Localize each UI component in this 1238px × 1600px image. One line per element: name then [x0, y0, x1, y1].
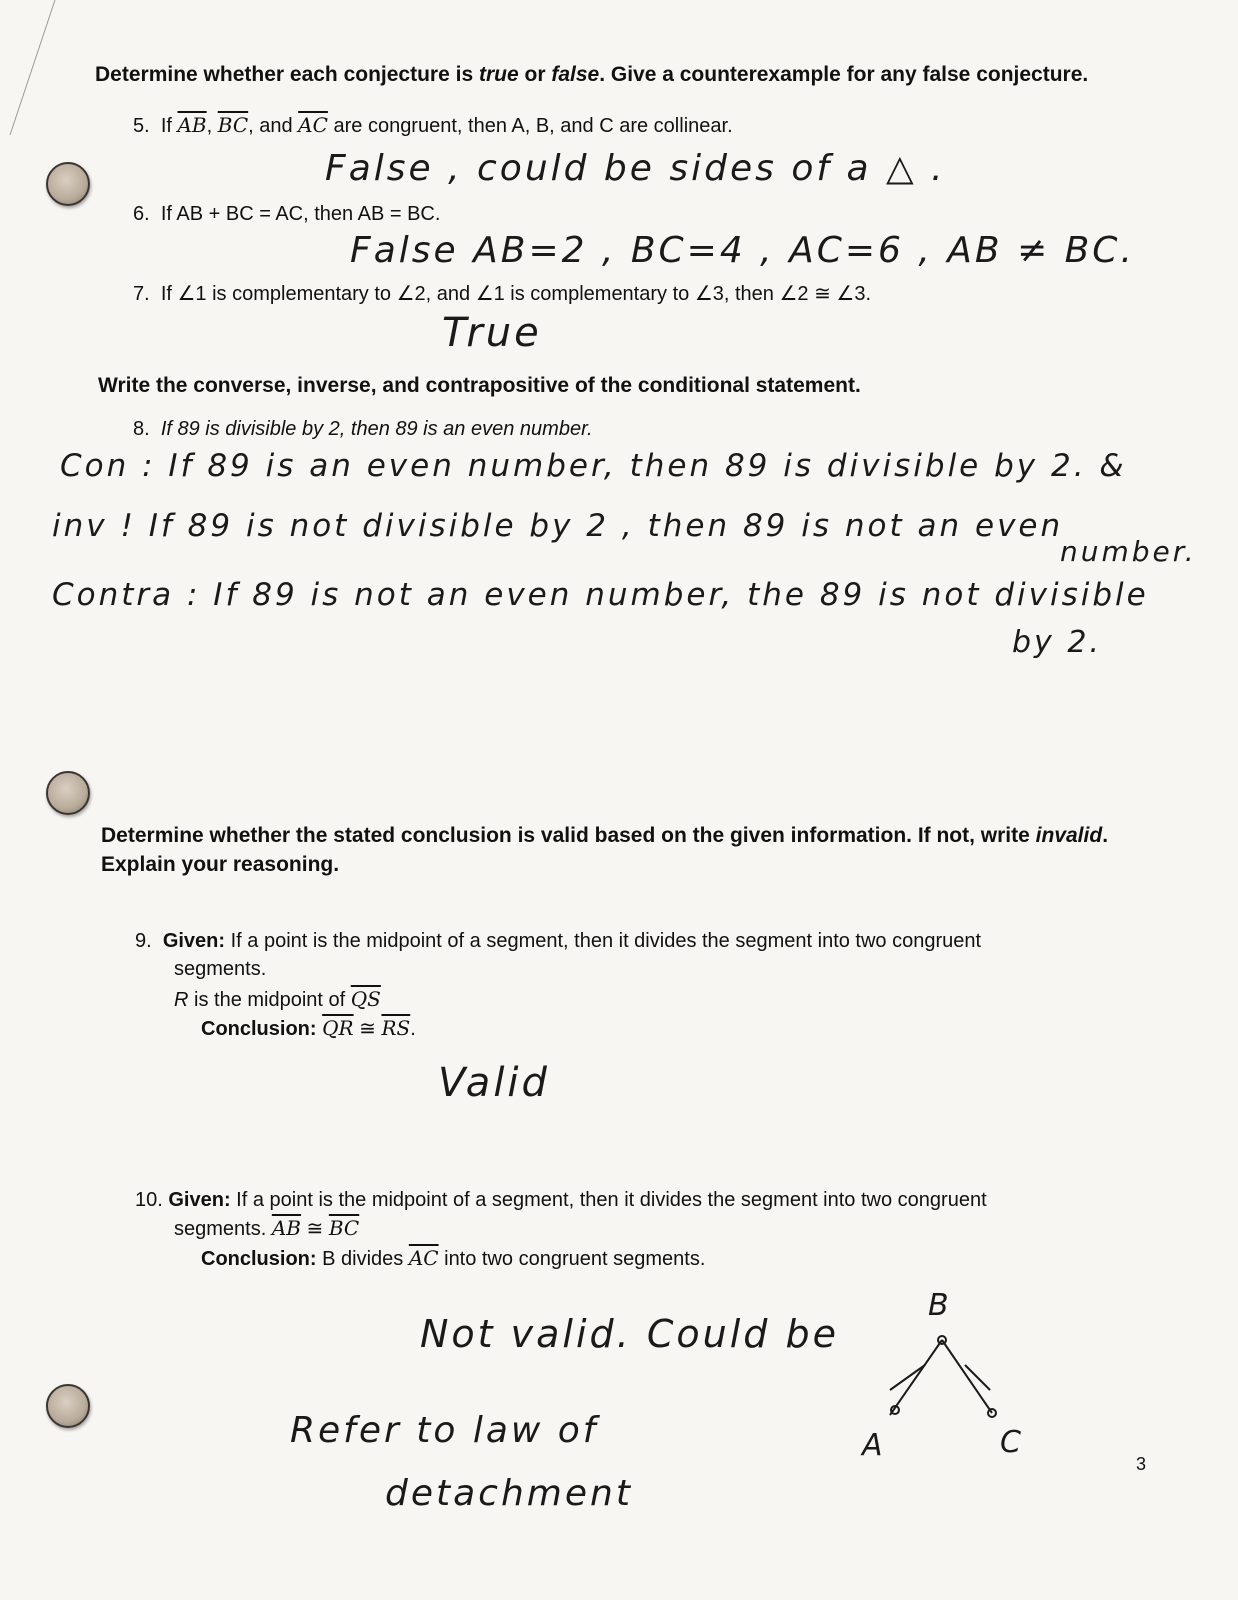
punch-hole-top: [46, 162, 90, 206]
diagram-label-c: C: [1000, 1425, 1024, 1460]
section3-instruction-line2: Explain your reasoning.: [101, 853, 340, 876]
section2-instruction: Write the converse, inverse, and contrapositive of the conditional statement.: [98, 374, 861, 397]
inverse-answer: inv ! If 89 is not divisible by 2 , then 89 is not an even: [52, 508, 1064, 544]
answer-10-line2: Refer to law of: [290, 1410, 599, 1451]
answer-6: False AB=2 , BC=4 , AC=6 , AB ≠ BC.: [350, 230, 1135, 271]
diagram-label-b: B: [928, 1288, 952, 1323]
contrapositive-answer: Contra : If 89 is not an even number, the 89 is not divisible: [52, 577, 1149, 613]
contrapositive-answer-continued: by 2.: [1012, 625, 1102, 660]
answer-7: True: [442, 310, 542, 356]
question-10-conclusion: Conclusion: B divides $\overline{AC}$ into two congruent segments.: [201, 1246, 706, 1270]
answer-10-line1: Not valid. Could be: [420, 1312, 839, 1356]
question-9-midpoint: R is the midpoint of $\overline{QS}$: [174, 987, 381, 1011]
page-number: 3: [1136, 1454, 1147, 1474]
answer-5: False , could be sides of a △ .: [325, 148, 946, 189]
answer-10-line3: detachment: [385, 1473, 633, 1514]
answer-9: Valid: [438, 1060, 550, 1106]
diagram-tick-ab: [890, 1365, 925, 1390]
question-6: 6. If AB + BC = AC, then AB = BC.: [133, 203, 441, 225]
converse-answer: Con : If 89 is an even number, then 89 is divisible by 2. &: [60, 448, 1127, 484]
diagram-segment-ab: [890, 1340, 942, 1415]
section1-instruction: Determine whether each conjecture is true or false. Give a counterexample for any false conjecture.: [95, 63, 1089, 86]
diagram-label-a: A: [862, 1428, 886, 1463]
question-9-given-line2: segments.: [174, 958, 267, 980]
inverse-answer-continued: number.: [1060, 535, 1197, 568]
question-7: 7. If ∠1 is complementary to ∠2, and ∠1 is complementary to ∠3, then ∠2 ≅ ∠3.: [133, 283, 871, 305]
diagram-segment-bc: [942, 1340, 992, 1413]
question-10-given-line2: segments. $\overline{AB}$ ≅ $\overline{BC}$: [174, 1216, 360, 1240]
section3-instruction: Determine whether the stated conclusion is valid based on the given information. If not, write invalid.: [101, 824, 1109, 847]
punch-hole-middle: [46, 771, 90, 815]
punch-hole-bottom: [46, 1384, 90, 1428]
question-9: 9. Given: If a point is the midpoint of a segment, then it divides the segment into two congruent: [135, 930, 982, 952]
question-5: 5. If $\overline{AB}$, $\overline{BC}$, and $\overline{AC}$ are congruent, then A, B, and C are collinear.: [133, 113, 733, 137]
question-9-conclusion: Conclusion: $\overline{QR}$ ≅ $\overline{RS}$.: [201, 1016, 416, 1040]
question-10: 10. Given: If a point is the midpoint of a segment, then it divides the segment into two congruent: [135, 1189, 987, 1211]
question-8: 8. If 89 is divisible by 2, then 89 is an even number.: [133, 418, 593, 440]
scan-edge-line: [0, 0, 60, 140]
